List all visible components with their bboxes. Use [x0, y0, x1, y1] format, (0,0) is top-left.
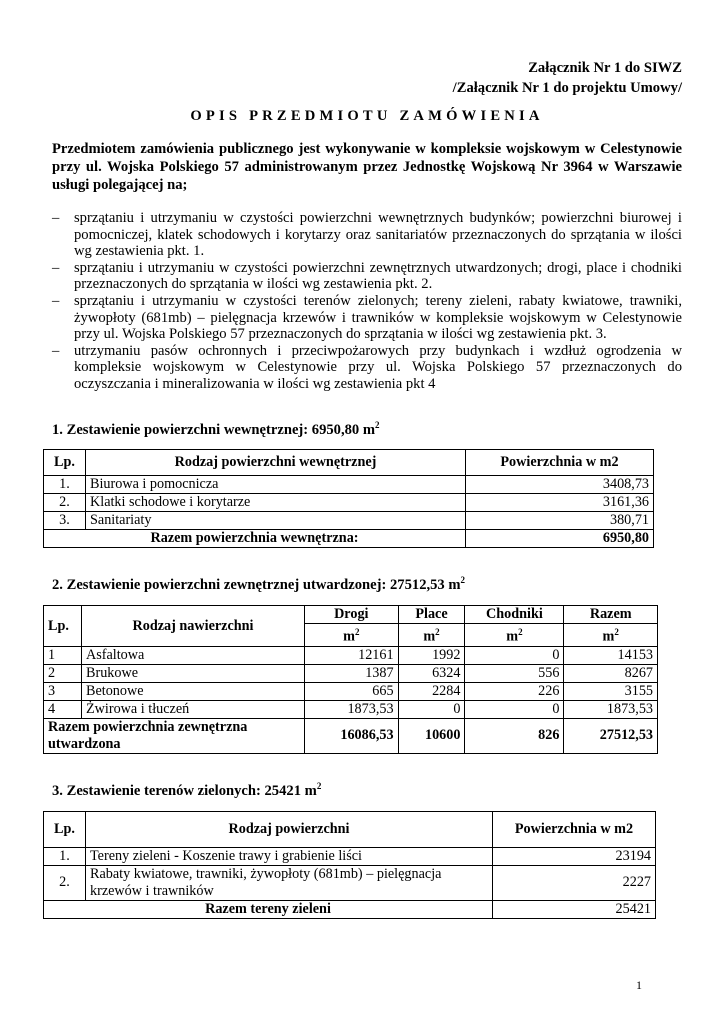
- list-item-text: sprzątaniu i utrzymaniu w czystości powierzchni zewnętrznych utwardzonych; drogi, place i chodniki przeznaczonych do sprzątania w ilości wg zestawienia pkt. 2.: [74, 259, 682, 293]
- heading-text: 1. Zestawienie powierzchni wewnętrznej: 6950,80 m: [52, 421, 376, 438]
- superscript: 2: [460, 575, 466, 586]
- col-header: Place: [398, 606, 465, 624]
- list-item: [52, 210, 682, 260]
- table-row: 2 Brukowe 1387 6324 556 8267: [44, 664, 658, 682]
- cell: Klatki schodowe i korytarze: [86, 494, 466, 512]
- col-header: Chodniki: [465, 606, 564, 624]
- dash: –: [52, 210, 60, 226]
- col-header: Powierzchnia w m2: [466, 450, 654, 476]
- green-area-table: [43, 811, 656, 919]
- unit-header: $m^2$: [398, 624, 465, 647]
- cell: 1.: [44, 476, 86, 494]
- list-item-text: sprzątaniu i utrzymaniu w czystości terenów zielonych; tereny zieleni, rabaty kwiatowe, trawniki, żywopłoty (681mb) – pielęgnacja krzewów i trawników w kompleksie wojskowym w Celestynowie przy ul. Wojska Polskiego 57 przeznaczonych do sprzątania w ilości wg zestawienia pkt. 3.: [74, 292, 682, 343]
- total-row: [44, 530, 654, 548]
- page-number: 1: [636, 978, 642, 992]
- col-header: Rodzaj powierzchni wewnętrznej: [86, 450, 466, 476]
- dash: –: [52, 342, 60, 359]
- col-header: Lp.: [44, 450, 86, 476]
- list-item-text: sprzątaniu i utrzymaniu w czystości powierzchni wewnętrznych budynków; powierzchni biurowej i pomocniczej, klatek schodowych i korytarzy oraz sanitariatów przeznaczonych do sprzątania w ilości wg zestawienia pkt. 1.: [74, 210, 682, 260]
- document-title: OPIS PRZEDMIOTU ZAMÓWIENIA: [190, 108, 544, 124]
- attachment-sublabel: /Załącznik Nr 1 do projektu Umowy/: [452, 80, 682, 96]
- cell: Biurowa i pomocnicza: [86, 476, 466, 494]
- table-row: [44, 512, 654, 530]
- dash: –: [52, 259, 60, 276]
- cell: 3408,73: [466, 476, 654, 494]
- section-1-heading: [52, 415, 682, 440]
- cell: 3161,36: [466, 494, 654, 512]
- attachment-label: Załącznik Nr 1 do SIWZ: [528, 60, 682, 76]
- unit-header: $m^2$: [465, 624, 564, 647]
- superscript: 2: [316, 780, 322, 791]
- cell: Sanitariaty: [86, 512, 466, 530]
- table-row: [44, 476, 654, 494]
- cell: 2.: [44, 494, 86, 512]
- heading-text: 3. Zestawienie terenów zielonych: 25421 m: [52, 782, 317, 799]
- table-row: 1. Tereny zieleni - Koszenie trawy i grabienie liści 23194: [44, 847, 656, 865]
- col-header: Drogi: [305, 606, 399, 624]
- cell: 3.: [44, 512, 86, 530]
- dash: –: [52, 292, 60, 309]
- section-3-heading: [52, 776, 682, 801]
- scope-list: [52, 210, 682, 393]
- list-item: [52, 293, 682, 343]
- list-item: [52, 343, 682, 393]
- table-row: 3 Betonowe 665 2284 226 3155: [44, 682, 658, 700]
- col-header: Powierzchnia w m2: [493, 811, 656, 847]
- total-row: Razem tereny zieleni 25421: [44, 900, 656, 918]
- document-page: [48, 58, 682, 919]
- col-header: Lp.: [44, 606, 82, 647]
- cell: Razem powierzchnia zewnętrzna utwardzona: [44, 718, 305, 753]
- superscript: 2: [375, 419, 380, 430]
- table-row: 4 Żwirowa i tłuczeń 1873,53 0 0 1873,53: [44, 700, 658, 718]
- internal-area-table: [43, 449, 654, 548]
- total-row: Razem powierzchnia zewnętrzna utwardzona 16086,53 10600 826 27512,53: [44, 718, 658, 753]
- col-header: Lp.: [44, 811, 86, 847]
- cell: 6950,80: [466, 530, 654, 548]
- col-header: Rodzaj powierzchni: [86, 811, 493, 847]
- external-area-table: [43, 605, 658, 754]
- table-row: 1 Asfaltowa 12161 1992 0 14153: [44, 646, 658, 664]
- heading-text: 2. Zestawienie powierzchni zewnętrznej utwardzonej: 27512,53 m: [52, 577, 461, 594]
- unit-header: $m^2$: [305, 624, 399, 647]
- cell: Razem powierzchnia wewnętrzna:: [44, 530, 466, 548]
- col-header: Razem: [564, 606, 658, 624]
- list-item-text: utrzymaniu pasów ochronnych i przeciwpożarowych przy budynkach i wzdłuż ogrodzenia w kompleksie wojskowym w Celestynowie przy ul. Wojska Polskiego 57 przeznaczonych do oczyszczania i mineralizowania w ilości wg zestawienia pkt 4: [74, 342, 682, 392]
- col-header: Rodzaj nawierzchni: [82, 606, 305, 647]
- list-item: [52, 260, 682, 293]
- cell: 380,71: [466, 512, 654, 530]
- section-2-heading: [52, 570, 682, 595]
- intro-paragraph: Przedmiotem zamówienia publicznego jest wykonywanie w kompleksie wojskowym w Celestynowie przy ul. Wojska Polskiego 57 administrowanym przez Jednostkę Wojskową Nr 3964 w Warszawie usługi polegającej na;: [52, 141, 682, 193]
- table-row: [44, 494, 654, 512]
- table-row: 2. Rabaty kwiatowe, trawniki, żywopłoty (681mb) – pielęgnacja krzewów i trawników 2227: [44, 865, 656, 900]
- unit-header: $m^2$: [564, 624, 658, 647]
